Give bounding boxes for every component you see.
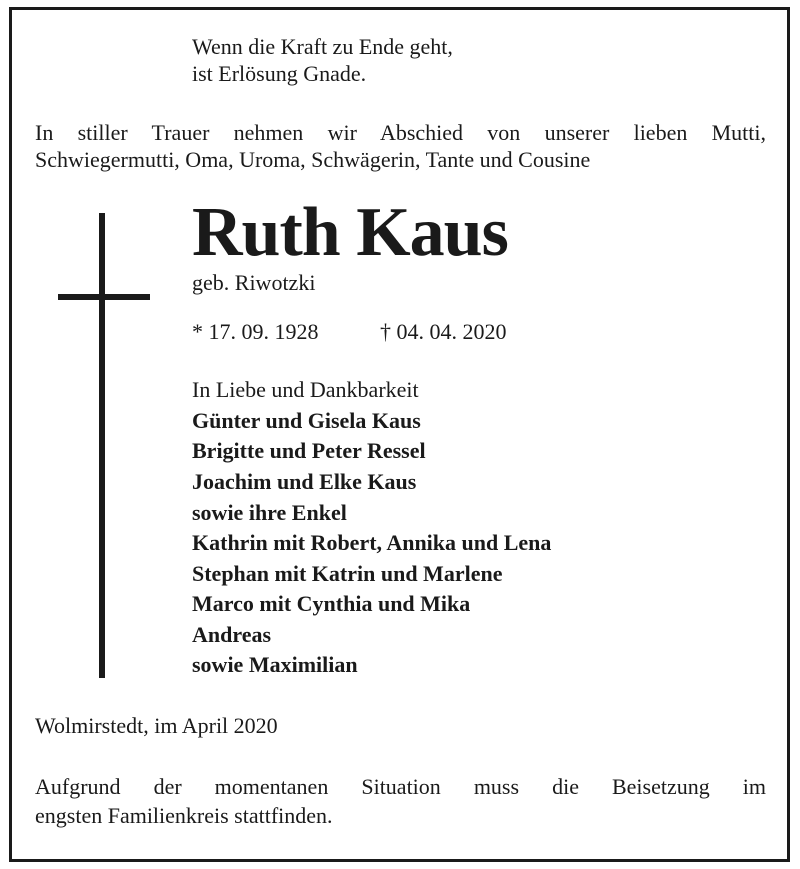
notice-line-2: engsten Familienkreis stattfinden. bbox=[35, 803, 333, 828]
death-date: † 04. 04. 2020 bbox=[380, 319, 507, 344]
motto-line-1: Wenn die Kraft zu Ende geht, bbox=[192, 34, 453, 59]
mourner-line: Stephan mit Katrin und Marlene bbox=[192, 561, 503, 586]
mourners-intro: In Liebe und Dankbarkeit bbox=[192, 377, 419, 402]
mourner-line: Andreas bbox=[192, 622, 272, 647]
mourner-line: Joachim und Elke Kaus bbox=[192, 469, 417, 494]
mourner-line: Kathrin mit Robert, Annika und Lena bbox=[192, 530, 552, 555]
intro-line-1: In stiller Trauer nehmen wir Abschied von unserer lieben Mutti, bbox=[35, 120, 766, 145]
cross-icon-bar bbox=[58, 294, 150, 300]
place-date: Wolmirstedt, im April 2020 bbox=[35, 713, 278, 738]
birth-date: * 17. 09. 1928 bbox=[192, 319, 319, 344]
motto-line-2: ist Erlösung Gnade. bbox=[192, 61, 367, 86]
cross-icon bbox=[99, 213, 105, 678]
birth-name: geb. Riwotzki bbox=[192, 270, 316, 295]
notice-line-1: Aufgrund der momentanen Situation muss die Beisetzung im bbox=[35, 774, 766, 799]
mourner-line: sowie Maximilian bbox=[192, 652, 358, 677]
mourner-line: Marco mit Cynthia und Mika bbox=[192, 591, 471, 616]
mourner-line: Brigitte und Peter Ressel bbox=[192, 438, 426, 463]
mourner-line: Günter und Gisela Kaus bbox=[192, 408, 421, 433]
mourner-line: sowie ihre Enkel bbox=[192, 500, 347, 525]
deceased-name: Ruth Kaus bbox=[192, 194, 508, 271]
intro-line-2: Schwiegermutti, Oma, Uroma, Schwägerin, Tante und Cousine bbox=[35, 147, 591, 172]
